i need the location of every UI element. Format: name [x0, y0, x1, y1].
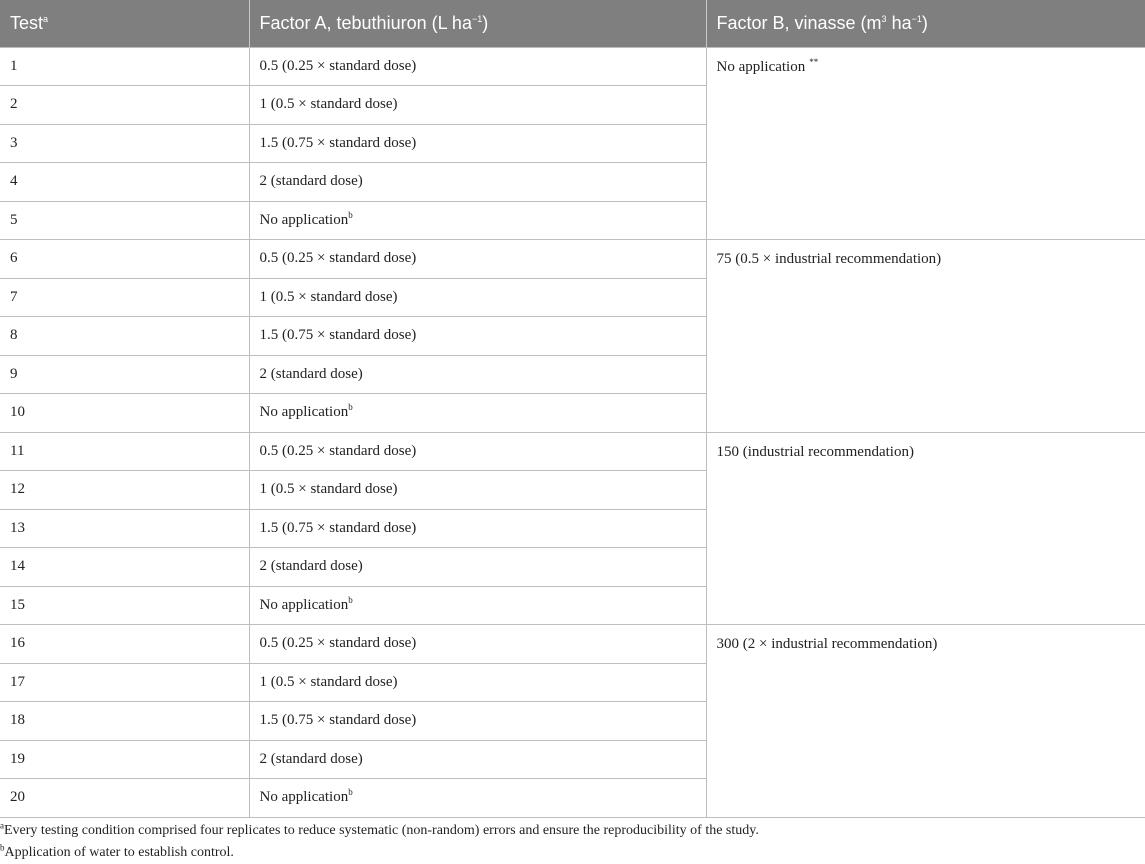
table-row — [0, 47, 1145, 86]
header-factor-b: Factor B, vinasse ($m^3$ $ha^{-1}$) — [706, 0, 1145, 47]
test-cell: 5 — [0, 201, 249, 240]
factor-a-value: No application — [259, 789, 349, 806]
factor-a-value: 1 (0.5 × standard dose) — [259, 288, 398, 305]
table-row — [0, 432, 1145, 471]
factor-a-cell — [249, 355, 706, 394]
factor-a-cell — [249, 201, 706, 240]
factor-a-value: 0.5 (0.25 × standard dose) — [259, 57, 417, 74]
factor-a-footnote-mark: b — [348, 787, 353, 798]
table-row — [0, 240, 1145, 279]
factor-b-cell — [706, 432, 1145, 625]
factor-a-value: 2 (standard dose) — [259, 558, 363, 575]
test-cell: 3 — [0, 124, 249, 163]
footnotes — [0, 820, 1145, 864]
factor-a-cell — [249, 432, 706, 471]
test-cell: 10 — [0, 394, 249, 433]
test-cell: 13 — [0, 509, 249, 548]
factor-a-cell — [249, 317, 706, 356]
factor-b-cell — [706, 240, 1145, 433]
factor-a-cell — [249, 586, 706, 625]
factor-a-value: 1 (0.5 × standard dose) — [259, 481, 398, 498]
factor-a-value: 1 (0.5 × standard dose) — [259, 96, 398, 113]
factor-a-value: 0.5 (0.25 × standard dose) — [259, 442, 417, 459]
table-header — [0, 0, 1145, 47]
factor-a-cell — [249, 779, 706, 818]
test-cell: 14 — [0, 548, 249, 587]
factor-a-cell — [249, 394, 706, 433]
factor-a-footnote-mark: b — [348, 594, 353, 605]
factor-b-value: 150 (industrial recommendation) — [716, 443, 914, 460]
factor-b-footnote-mark: ** — [809, 56, 819, 67]
factor-a-cell — [249, 124, 706, 163]
test-cell: 12 — [0, 471, 249, 510]
factor-a-value: No application — [259, 211, 349, 228]
factor-b-value: 300 (2 × industrial recommendation) — [716, 636, 938, 652]
factor-a-cell — [249, 278, 706, 317]
test-cell: 20 — [0, 779, 249, 818]
test-cell: 15 — [0, 586, 249, 625]
factor-a-cell — [249, 663, 706, 702]
factor-a-value: 1.5 (0.75 × standard dose) — [259, 327, 417, 344]
factor-b-cell — [706, 47, 1145, 240]
table-body — [0, 47, 1145, 817]
factor-a-value: 0.5 (0.25 × standard dose) — [259, 635, 417, 652]
factor-a-value: 1.5 (0.75 × standard dose) — [259, 712, 417, 729]
factor-b-value: 75 (0.5 × industrial recommendation) — [716, 251, 942, 267]
factor-a-value: 2 (standard dose) — [259, 173, 363, 190]
factor-a-cell — [249, 240, 706, 279]
factor-a-cell — [249, 625, 706, 664]
footnote-b: $^b$Application of water to establish control. — [0, 842, 234, 860]
factor-a-footnote-mark: b — [348, 209, 353, 220]
factor-a-value: 0.5 (0.25 × standard dose) — [259, 250, 417, 267]
test-cell: 16 — [0, 625, 249, 664]
header-test: Test$^a$ — [0, 0, 249, 47]
factor-a-value: 1.5 (0.75 × standard dose) — [259, 519, 417, 536]
factor-b-value: No application — [716, 58, 806, 75]
test-cell: 7 — [0, 278, 249, 317]
factor-a-value: 1.5 (0.75 × standard dose) — [259, 134, 417, 151]
footnote-a: $^a$Every testing condition comprised four replicates to reduce systematic (non-random) errors and ensure the reproducibility of the study. — [0, 820, 759, 838]
test-cell: 6 — [0, 240, 249, 279]
factor-b-cell — [706, 625, 1145, 818]
table-row — [0, 625, 1145, 664]
test-cell: 17 — [0, 663, 249, 702]
factor-a-value: 1 (0.5 × standard dose) — [259, 673, 398, 690]
header-row — [0, 0, 1145, 47]
test-cell: 8 — [0, 317, 249, 356]
factor-a-cell — [249, 548, 706, 587]
factor-a-cell — [249, 163, 706, 202]
factor-a-cell — [249, 509, 706, 548]
factor-a-value: 2 (standard dose) — [259, 365, 363, 382]
test-cell: 4 — [0, 163, 249, 202]
test-cell: 2 — [0, 86, 249, 125]
test-cell: 18 — [0, 702, 249, 741]
factor-a-cell — [249, 471, 706, 510]
factor-a-footnote-mark: b — [348, 402, 353, 413]
factor-a-cell — [249, 702, 706, 741]
test-cell: 9 — [0, 355, 249, 394]
factor-a-cell — [249, 86, 706, 125]
test-cell: 11 — [0, 432, 249, 471]
factor-a-cell — [249, 740, 706, 779]
factor-a-value: No application — [259, 596, 349, 613]
test-cell: 19 — [0, 740, 249, 779]
header-factor-a: Factor A, tebuthiuron (L $ha^{-1}$) — [249, 0, 706, 47]
factor-a-value: 2 (standard dose) — [259, 750, 363, 767]
test-cell: 1 — [0, 47, 249, 86]
factor-a-cell — [249, 47, 706, 86]
factor-a-value: No application — [259, 404, 349, 421]
